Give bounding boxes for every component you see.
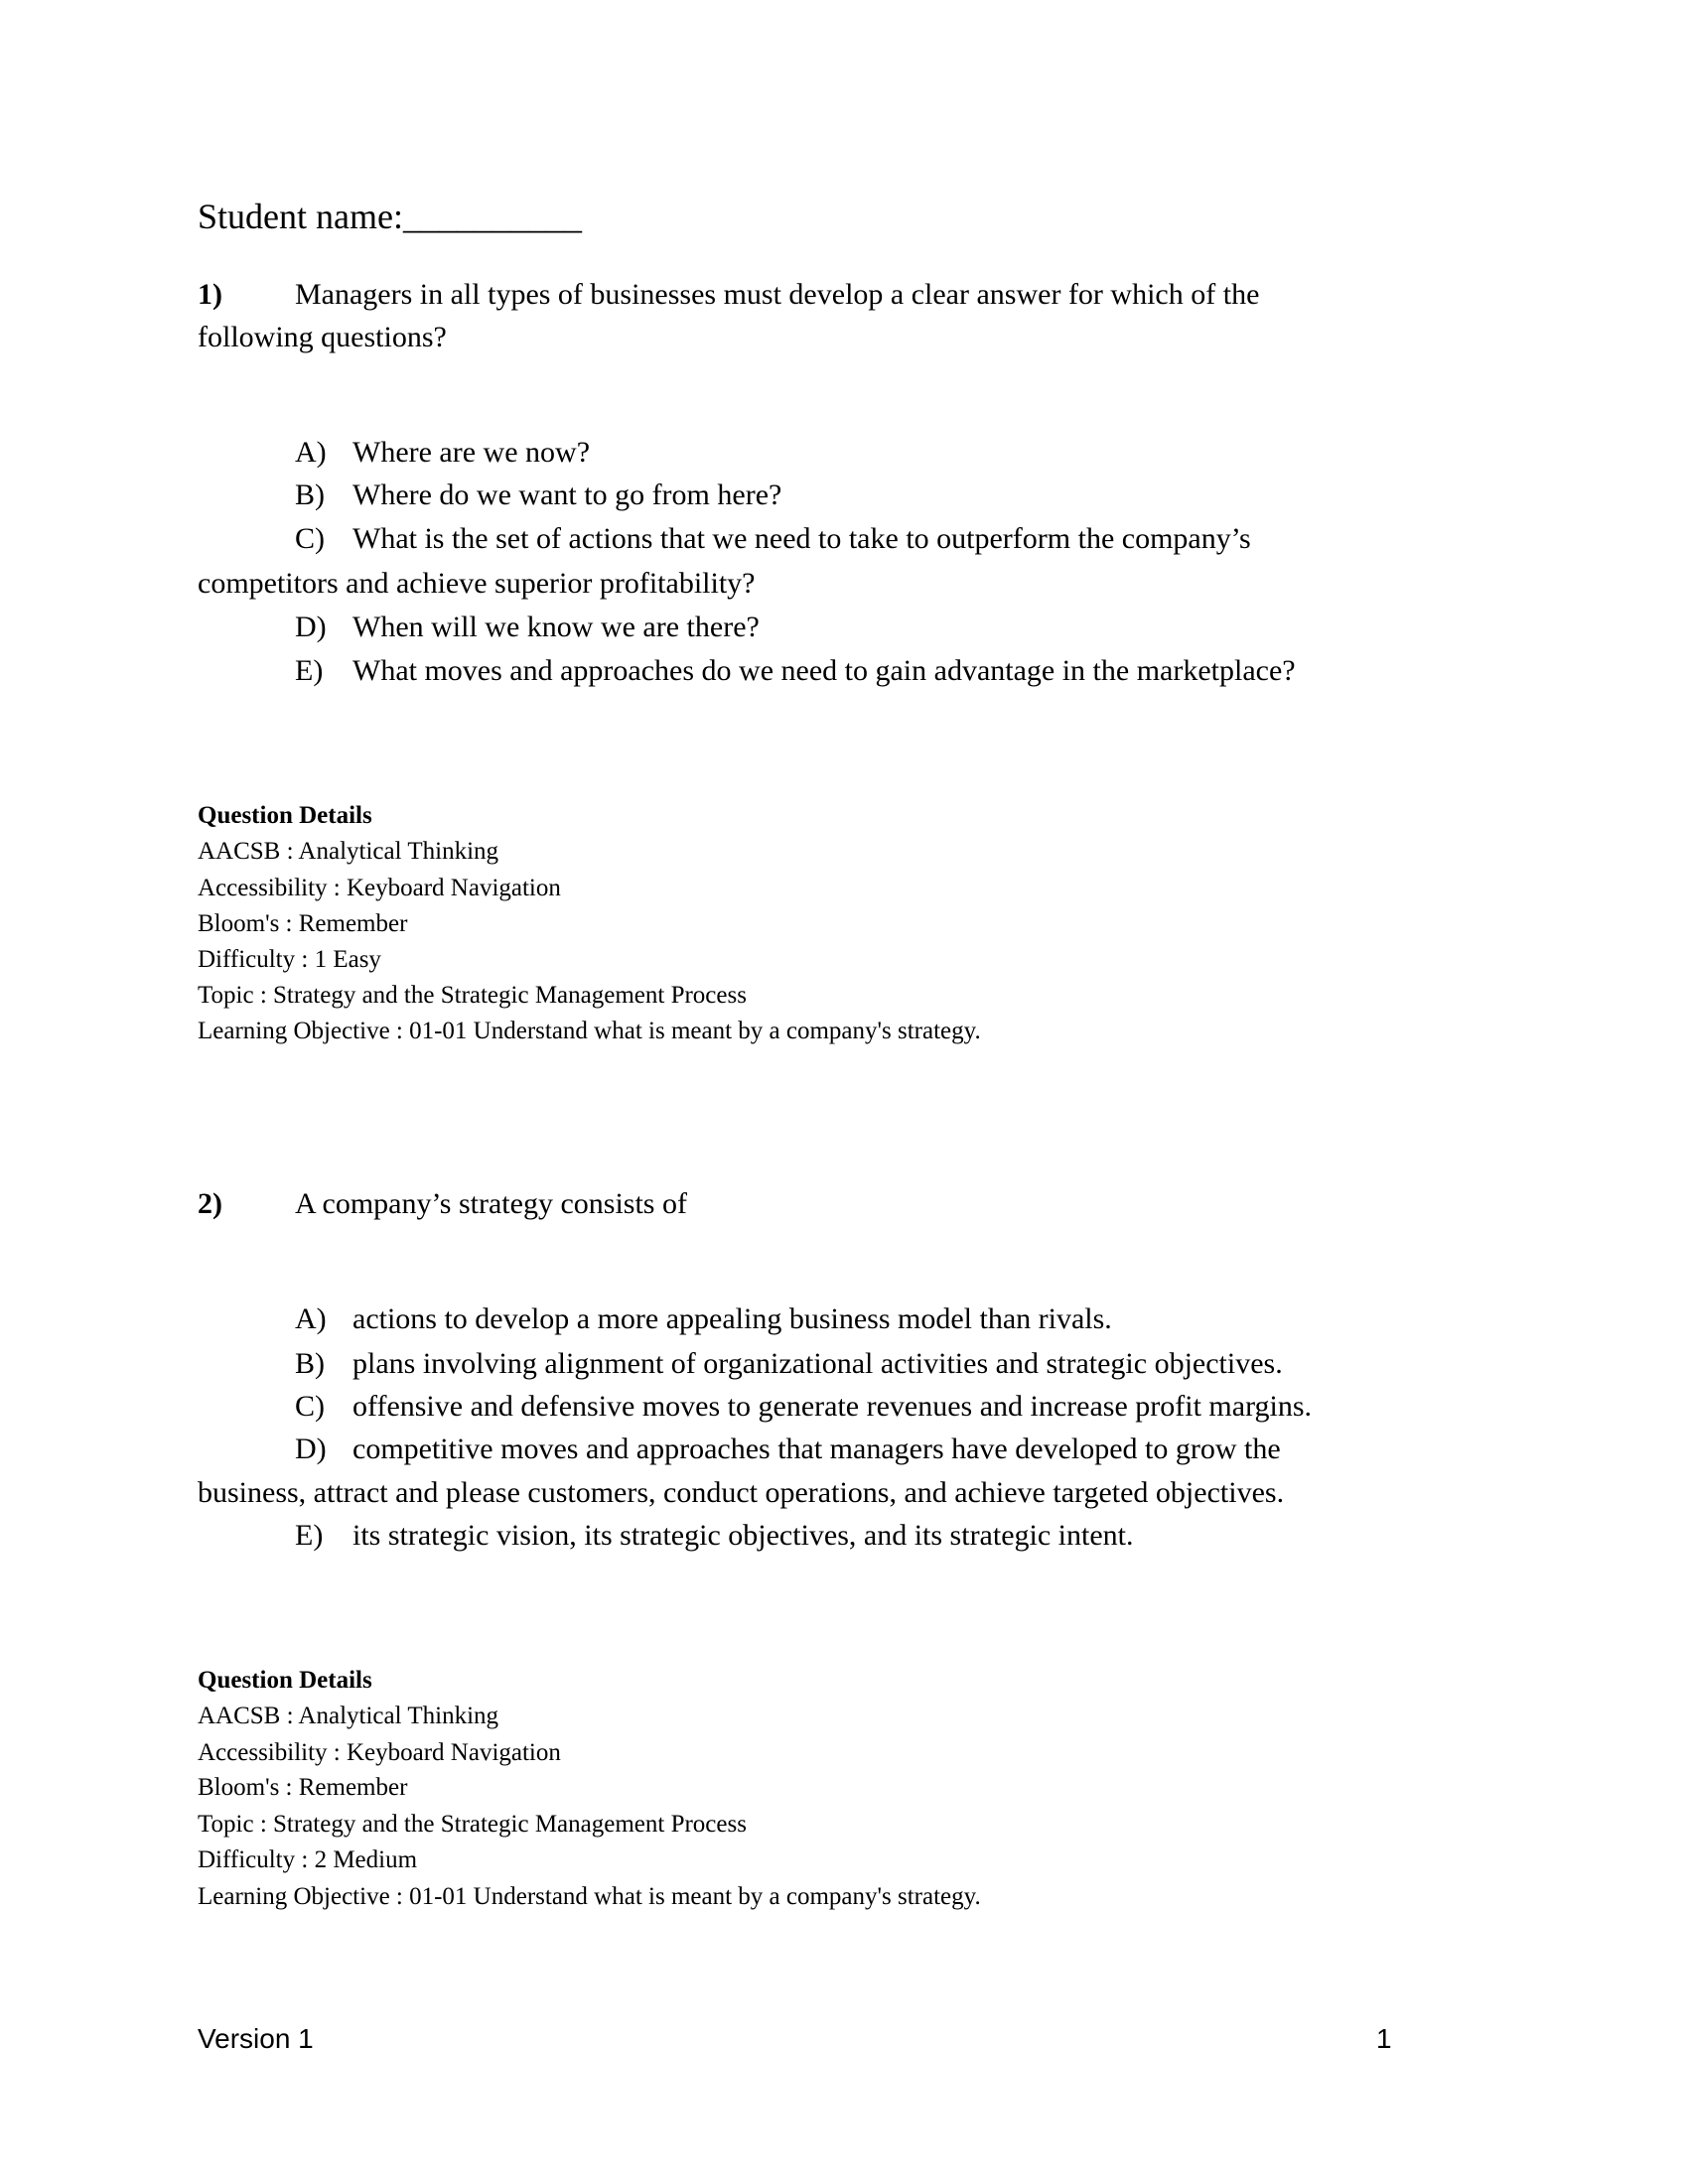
question-number: 2) <box>198 1187 222 1220</box>
option-text: Where are we now? <box>352 436 591 469</box>
detail-difficulty: Difficulty : 1 Easy <box>198 946 381 973</box>
option-c-continued: competitors and achieve superior profitability? <box>198 567 756 600</box>
detail-blooms: Bloom's : Remember <box>198 1774 408 1801</box>
option-letter: C) <box>295 522 325 555</box>
option-letter: D) <box>295 611 327 643</box>
question-text-continued: following questions? <box>198 321 447 353</box>
option-letter: E) <box>295 654 324 687</box>
details-heading: Question Details <box>198 1667 372 1694</box>
option-letter: B) <box>295 1347 325 1380</box>
option-a <box>295 1302 1112 1336</box>
option-text: its strategic vision, its strategic objectives, and its strategic intent. <box>352 1519 1134 1552</box>
option-e <box>295 654 1296 688</box>
option-letter: A) <box>295 1302 327 1335</box>
detail-learning-objective: Learning Objective : 01-01 Understand what is meant by a company's strategy. <box>198 1883 981 1910</box>
option-letter: D) <box>295 1433 327 1465</box>
option-c <box>295 522 1251 556</box>
option-d <box>295 1433 1281 1466</box>
footer-version: Version 1 <box>198 2023 314 2054</box>
detail-aacsb: AACSB : Analytical Thinking <box>198 1703 499 1729</box>
detail-difficulty: Difficulty : 2 Medium <box>198 1846 418 1873</box>
option-d-continued: business, attract and please customers, conduct operations, and achieve targeted objectives. <box>198 1476 1285 1509</box>
option-b <box>295 478 781 512</box>
detail-accessibility: Accessibility : Keyboard Navigation <box>198 875 561 901</box>
option-text: Where do we want to go from here? <box>352 478 782 511</box>
detail-topic: Topic : Strategy and the Strategic Management Process <box>198 982 747 1009</box>
option-a <box>295 436 590 470</box>
option-c <box>295 1390 1312 1424</box>
student-name-field: Student name:__________ <box>198 197 582 236</box>
option-letter: A) <box>295 436 327 469</box>
option-text: When will we know we are there? <box>352 611 760 643</box>
detail-topic: Topic : Strategy and the Strategic Management Process <box>198 1811 747 1838</box>
option-text: actions to develop a more appealing business model than rivals. <box>352 1302 1112 1335</box>
footer-page-number: 1 <box>1376 2023 1392 2054</box>
option-text: competitive moves and approaches that managers have developed to grow the <box>352 1433 1281 1465</box>
detail-learning-objective: Learning Objective : 01-01 Understand what is meant by a company's strategy. <box>198 1018 981 1044</box>
details-heading: Question Details <box>198 802 372 829</box>
question-number: 1) <box>198 278 222 311</box>
option-text: What moves and approaches do we need to gain advantage in the marketplace? <box>352 654 1296 687</box>
detail-blooms: Bloom's : Remember <box>198 910 408 937</box>
detail-aacsb: AACSB : Analytical Thinking <box>198 838 499 865</box>
option-text: What is the set of actions that we need to take to outperform the company’s <box>352 522 1251 555</box>
question-text: Managers in all types of businesses must develop a clear answer for which of the <box>295 278 1260 311</box>
question-text: A company’s strategy consists of <box>295 1187 687 1220</box>
detail-accessibility: Accessibility : Keyboard Navigation <box>198 1739 561 1766</box>
option-e <box>295 1519 1134 1553</box>
option-text: offensive and defensive moves to generate revenues and increase profit margins. <box>352 1390 1313 1423</box>
option-b <box>295 1347 1283 1381</box>
option-letter: E) <box>295 1519 324 1552</box>
option-d <box>295 611 760 644</box>
option-text: plans involving alignment of organizational activities and strategic objectives. <box>352 1347 1283 1380</box>
option-letter: B) <box>295 478 325 511</box>
option-letter: C) <box>295 1390 325 1423</box>
